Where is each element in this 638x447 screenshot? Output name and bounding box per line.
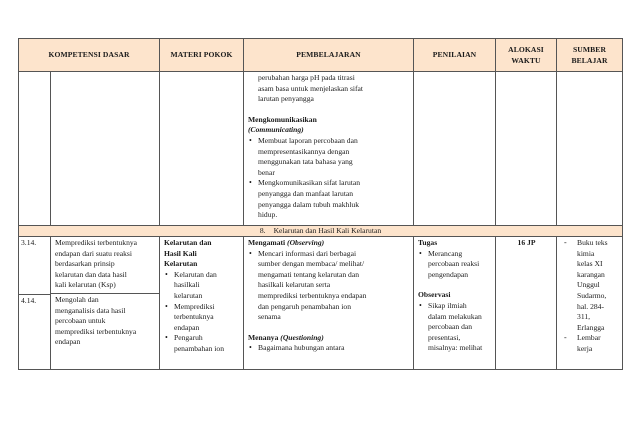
cont-kd-text [51, 72, 160, 226]
komunikasi-list [248, 136, 410, 221]
list-item: • Mengkomunikasikan sifat larutan penyangga dan manfaat larutan penyangga dalam tubuh makhluk hidup. [248, 178, 410, 220]
cont-alokasi [496, 72, 557, 226]
materi-title-line: Hasil Kali [164, 248, 197, 258]
kd-text-line: Memprediksi terbentuknya [55, 238, 138, 247]
header-sumber-line1: SUMBER [572, 45, 607, 54]
kd-number-cell [19, 237, 51, 370]
tugas-heading: Tugas [418, 238, 438, 247]
kd-text-line: endapan dari suatu reaksi [55, 248, 132, 258]
komunikasi-subtitle: (Communicating) [248, 125, 304, 135]
list-item: • Mencari informasi dari berbagai sumber dengan membaca/ melihat/ mengamati tentang kelarutan dan hasilkali kelarutan serta memprediksi terbentuknya endapan dan pengaruh penambahan ion senama [248, 249, 410, 323]
kd-text-cell [51, 237, 160, 370]
list-item: • Memprediksi terbentuknya endapan [164, 302, 240, 334]
kd-row [19, 237, 623, 370]
kd-text-line: memprediksi terbentuknya [55, 326, 137, 336]
cont-pembelajaran [244, 72, 414, 226]
menanya-heading: Menanya (Questioning) [248, 332, 324, 342]
sumber-list [561, 238, 619, 355]
cont-sumber [557, 72, 623, 226]
materi-cell [160, 237, 244, 370]
list-item: - Lembar kerja [563, 333, 619, 354]
header-alokasi-waktu [496, 39, 557, 72]
komunikasi-title: Mengkomunikasikan [248, 114, 317, 124]
header-kompetensi-dasar: KOMPETENSI DASAR [19, 39, 160, 72]
header-row [19, 39, 623, 72]
list-item: • Sikap ilmiah dalam melakukan percobaan dan presentasi, misalnya: melihat [418, 301, 492, 354]
cont-penilaian [414, 72, 496, 226]
kd-text-line: menganalisis data hasil [55, 305, 126, 315]
topic-heading [19, 226, 623, 237]
kd-text-line: Mengolah dan [55, 294, 99, 304]
topic-row [19, 226, 623, 237]
cont-materi [160, 72, 244, 226]
sumber-cell [557, 237, 623, 370]
alokasi-cell: 16 JP [496, 237, 557, 370]
mengamati-list [248, 249, 410, 323]
cont-line: perubahan harga pH pada titrasi [258, 73, 355, 82]
list-item: • Bagaimana hubungan antara [248, 343, 410, 354]
kd-number: 3.14. [21, 238, 37, 247]
list-item: - Buku teks kimia kelas XI karangan Unggul Sudarmo, hal. 284- 311, Erlangga [563, 238, 619, 333]
cont-line: asam basa untuk menjelaskan sifat [258, 83, 364, 93]
materi-title-line: Kelarutan dan [164, 238, 212, 247]
penilaian-cell [414, 237, 496, 370]
observasi-list [418, 301, 492, 354]
menanya-list [248, 343, 410, 354]
list-item: • Membuat laporan percobaan dan mempresentasikannya dengan menggunakan tata bahasa yang benar [248, 136, 410, 178]
header-sumber-line2: BELAJAR [571, 56, 608, 65]
kd-text-line: kelarutan dan data hasil [55, 269, 127, 279]
observasi-heading: Observasi [418, 290, 451, 300]
kd-text-line: percobaan untuk [55, 316, 106, 326]
header-alokasi-line2: WAKTU [511, 56, 541, 65]
kd-text-line: kali kelarutan (Ksp) [55, 280, 116, 290]
mengamati-heading: Mengamati (Observing) [248, 238, 325, 247]
header-pembelajaran: PEMBELAJARAN [244, 39, 414, 72]
list-item: • Merancang percobaan reaksi pengendapan [418, 249, 492, 281]
kd-split [51, 293, 159, 348]
kd-text-line: endapan [55, 337, 81, 347]
header-sumber-belajar [557, 39, 623, 72]
topic-number: 8. [259, 226, 266, 235]
continuation-row [19, 72, 623, 226]
pembelajaran-cell [244, 237, 414, 370]
list-item: • Pengaruh penambahan ion [164, 333, 240, 354]
materi-title-line: Kelarutan [164, 259, 198, 269]
tugas-list [418, 249, 492, 281]
topic-title: Kelarutan dan Hasil Kali Kelarutan [273, 226, 382, 235]
header-materi-pokok: MATERI POKOK [160, 39, 244, 72]
kd-text-line: berdasarkan prinsip [55, 259, 115, 269]
header-alokasi-line1: ALOKASI [508, 45, 544, 54]
list-item: • Kelarutan dan hasilkali kelarutan [164, 270, 240, 302]
materi-list [164, 270, 240, 355]
header-penilaian: PENILAIAN [414, 39, 496, 72]
syllabus-table [18, 38, 623, 370]
cont-kd-num [19, 72, 51, 226]
kd-number: 4.14. [19, 294, 50, 307]
cont-line: larutan penyangga [258, 94, 314, 104]
